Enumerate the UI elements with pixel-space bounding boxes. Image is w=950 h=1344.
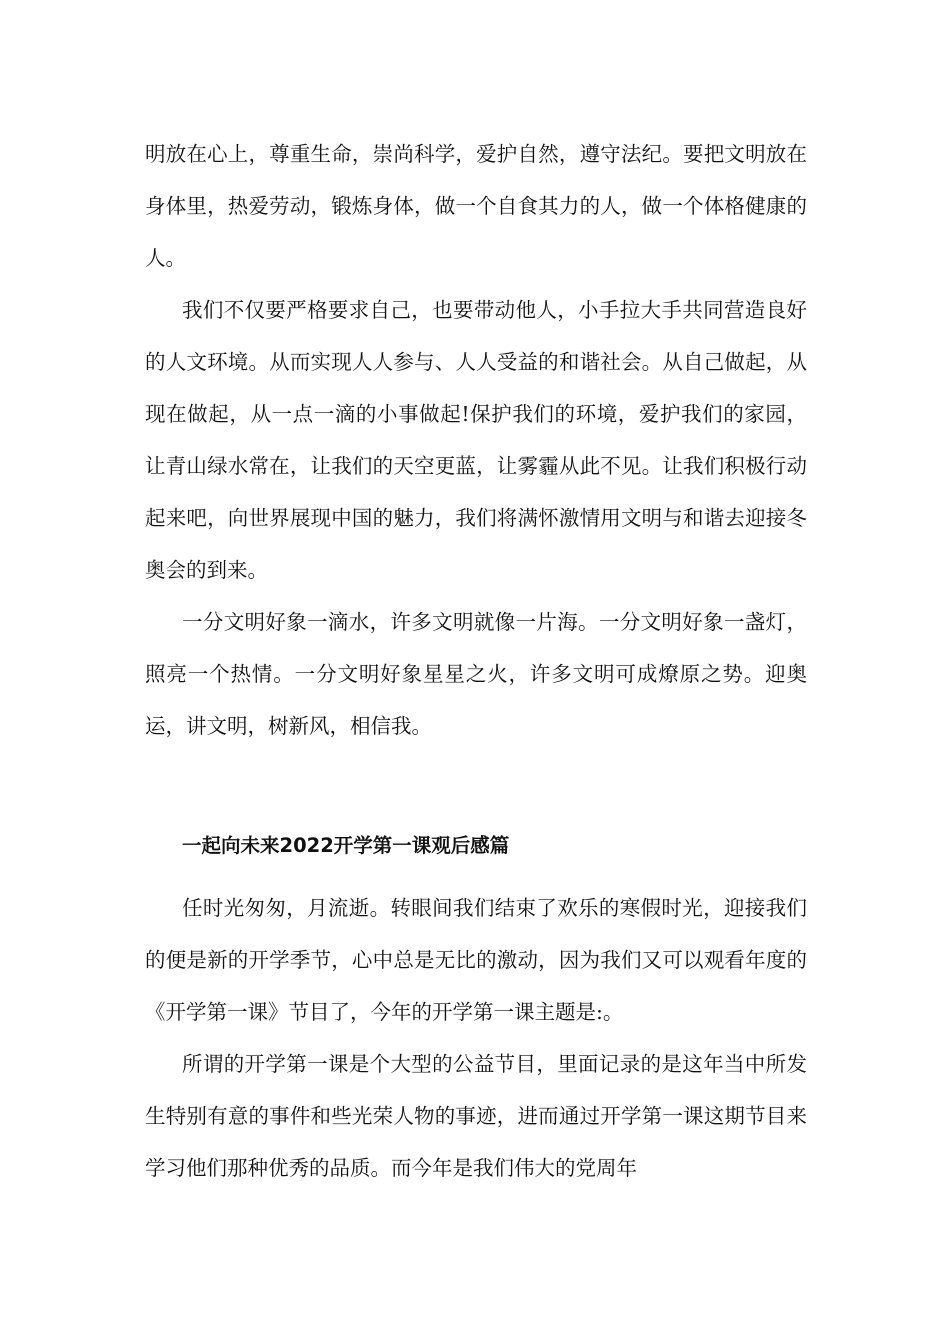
paragraph-civilization: 一分文明好象一滴水，许多文明就像一片海。一分文明好象一盏灯，照亮一个热情。一分文明好象星星之火，许多文明可成燎原之势。迎奥运，讲文明，树新风，相信我。 xyxy=(145,610,807,738)
section-heading: 一起向未来2022开学第一课观后感篇 xyxy=(182,834,510,857)
paragraph-continued: 明放在心上，尊重生命，崇尚科学，爱护自然，遵守法纪。要把文明放在身体里，热爱劳动，锻炼身体，做一个自食其力的人，做一个体格健康的人。 xyxy=(145,142,807,270)
paragraph-environment: 我们不仅要严格要求自己，也要带动他人，小手拉大手共同营造良好的人文环境。从而实现人人参与、人人受益的和谐社会。从自己做起，从现在做起，从一点一滴的小事做起!保护我们的环境，爱护我们的家园，让青山绿水常在，让我们的天空更蓝，让雾霾从此不见。让我们积极行动起来吧，向世界展现中国的魅力，我们将满怀激情用文明与和谐去迎接冬奥会的到来。 xyxy=(145,298,807,582)
paragraph-program: 所谓的开学第一课是个大型的公益节目，里面记录的是这年当中所发生特别有意的事件和些光荣人物的事迹，进而通过开学第一课这期节目来学习他们那种优秀的品质。而今年是我们伟大的党周年 xyxy=(145,1052,807,1180)
paragraph-opening: 任时光匆匆，月流逝。转眼间我们结束了欢乐的寒假时光，迎接我们的便是新的开学季节，心中总是无比的激动，因为我们又可以观看年度的《开学第一课》节目了，今年的开学第一课主题是:。 xyxy=(145,896,807,1024)
